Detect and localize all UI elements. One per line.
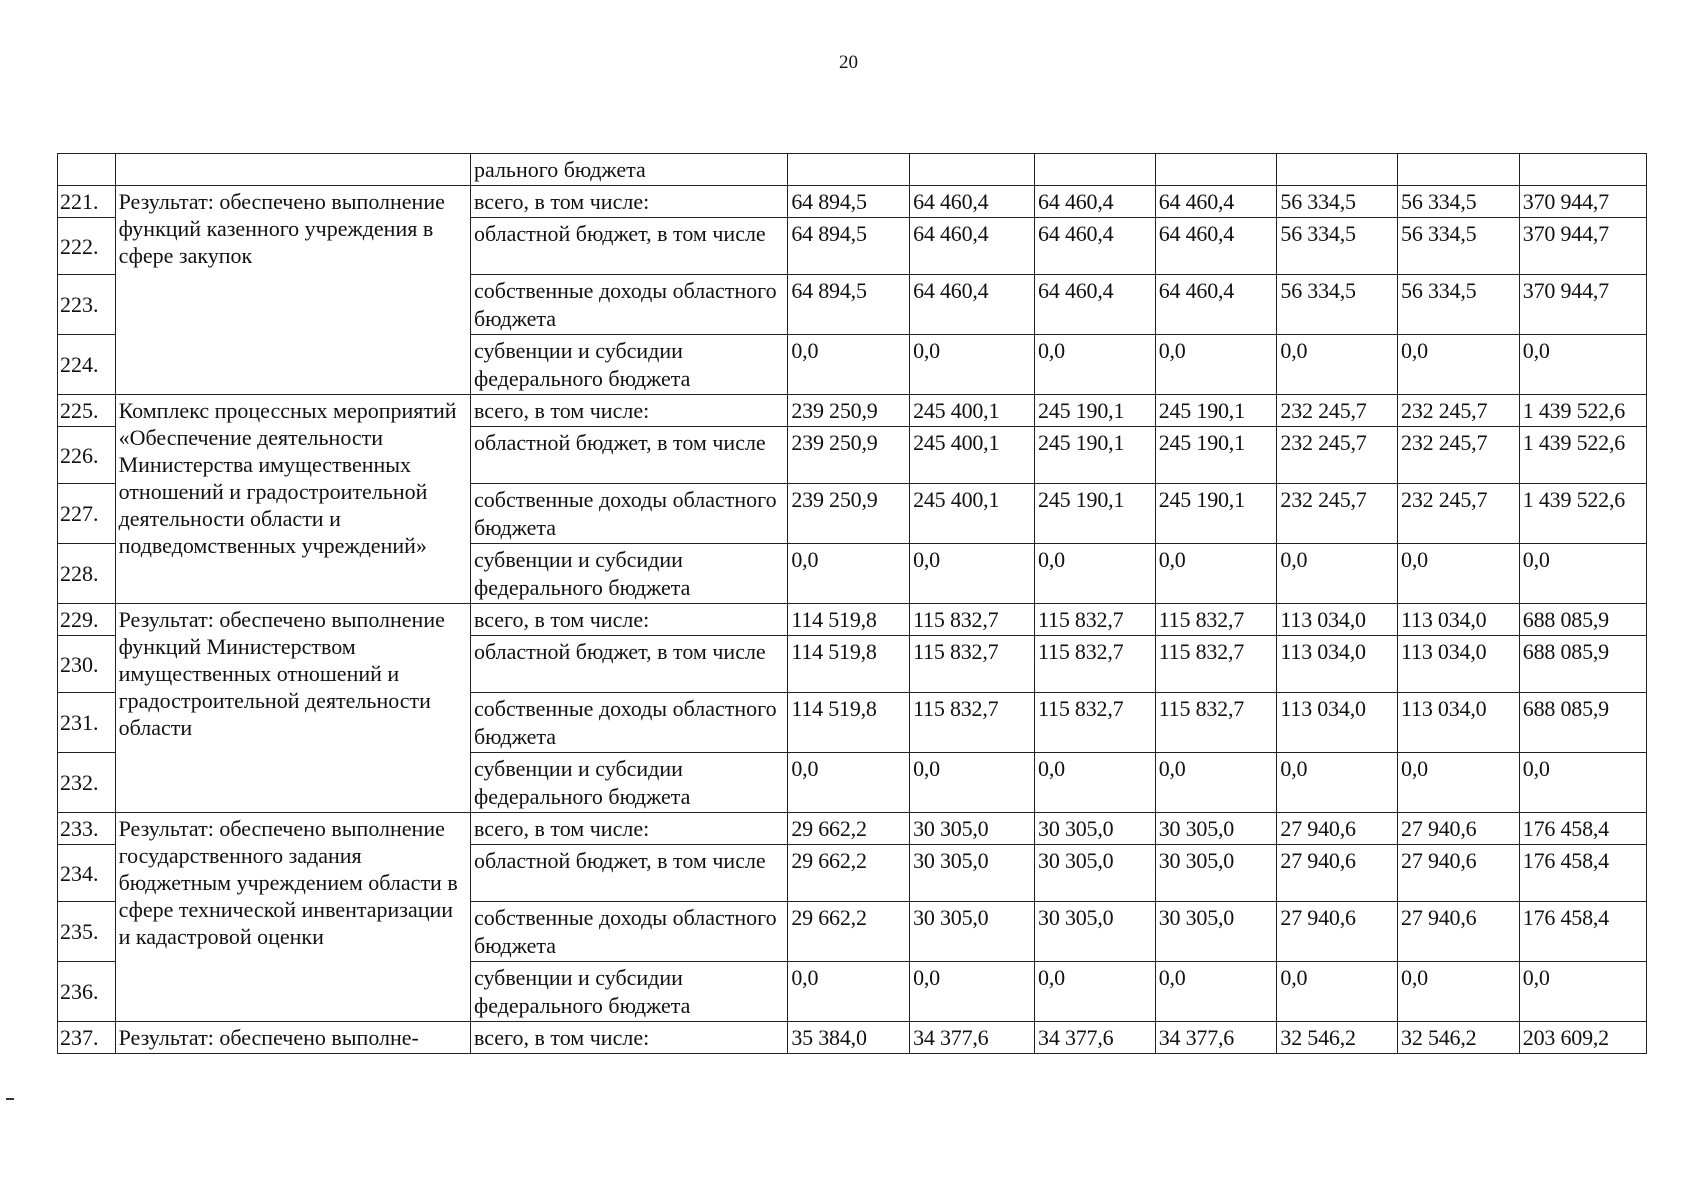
value-cell: 239 250,9 <box>788 395 910 427</box>
value-cell: 232 245,7 <box>1398 395 1520 427</box>
value-cell: 176 458,4 <box>1519 813 1646 845</box>
funding-type-cell: собственные доходы областного бюджета <box>470 275 787 335</box>
row-number-cell: 227. <box>58 484 116 544</box>
value-cell: 232 245,7 <box>1277 484 1398 544</box>
value-cell: 0,0 <box>1398 753 1520 813</box>
value-cell: 0,0 <box>1035 335 1156 395</box>
row-number-cell: 229. <box>58 604 116 636</box>
table-row <box>58 1022 1647 1054</box>
value-cell: 64 894,5 <box>788 218 910 275</box>
section-cell: Результат: обеспечено выполнение функций казенного учреждения в сфере закупок <box>115 186 470 395</box>
section-cell: Комплекс процессных мероприятий «Обеспечение деятельности Министерства имущественных отношений и градостроительной деятельности области и подведомственных учреждений» <box>115 395 470 604</box>
value-cell: 0,0 <box>1277 544 1398 604</box>
value-cell: 115 832,7 <box>910 693 1035 753</box>
value-cell: 0,0 <box>788 753 910 813</box>
value-cell: 30 305,0 <box>1155 813 1277 845</box>
row-number-cell: 226. <box>58 427 116 484</box>
value-cell: 0,0 <box>1519 962 1646 1022</box>
value-cell: 176 458,4 <box>1519 902 1646 962</box>
value-cell: 688 085,9 <box>1519 604 1646 636</box>
value-cell: 27 940,6 <box>1277 813 1398 845</box>
value-cell: 30 305,0 <box>910 902 1035 962</box>
value-cell: 245 190,1 <box>1155 395 1277 427</box>
value-cell: 32 546,2 <box>1277 1022 1398 1054</box>
funding-type-cell: всего, в том числе: <box>470 1022 787 1054</box>
value-cell: 232 245,7 <box>1398 484 1520 544</box>
value-cell <box>1155 154 1277 186</box>
margin-mark <box>6 1098 14 1100</box>
value-cell: 30 305,0 <box>910 813 1035 845</box>
funding-type-cell: рального бюджета <box>470 154 787 186</box>
value-cell: 245 190,1 <box>1155 484 1277 544</box>
value-cell: 0,0 <box>1035 962 1156 1022</box>
value-cell: 27 940,6 <box>1398 813 1520 845</box>
value-cell <box>1035 154 1156 186</box>
value-cell: 0,0 <box>1519 753 1646 813</box>
value-cell: 688 085,9 <box>1519 636 1646 693</box>
value-cell: 245 400,1 <box>910 395 1035 427</box>
funding-type-cell: областной бюджет, в том числе <box>470 218 787 275</box>
row-number-cell: 236. <box>58 962 116 1022</box>
funding-type-cell: субвенции и субсидии федерального бюджета <box>470 753 787 813</box>
table-row <box>58 186 1647 218</box>
funding-type-cell: всего, в том числе: <box>470 813 787 845</box>
value-cell: 113 034,0 <box>1398 636 1520 693</box>
row-number-cell: 237. <box>58 1022 116 1054</box>
value-cell: 114 519,8 <box>788 636 910 693</box>
value-cell: 370 944,7 <box>1519 218 1646 275</box>
value-cell: 0,0 <box>1155 335 1277 395</box>
value-cell: 64 894,5 <box>788 186 910 218</box>
row-number-cell: 225. <box>58 395 116 427</box>
value-cell: 30 305,0 <box>1035 902 1156 962</box>
value-cell <box>788 154 910 186</box>
value-cell: 0,0 <box>788 335 910 395</box>
value-cell: 32 546,2 <box>1398 1022 1520 1054</box>
value-cell: 0,0 <box>1519 335 1646 395</box>
value-cell: 64 894,5 <box>788 275 910 335</box>
value-cell: 0,0 <box>1035 544 1156 604</box>
value-cell: 35 384,0 <box>788 1022 910 1054</box>
value-cell: 0,0 <box>1155 962 1277 1022</box>
value-cell: 64 460,4 <box>910 275 1035 335</box>
value-cell: 0,0 <box>1398 544 1520 604</box>
table-row-continuation <box>58 154 1647 186</box>
table-body <box>58 154 1647 1054</box>
row-number-cell: 222. <box>58 218 116 275</box>
value-cell: 64 460,4 <box>910 186 1035 218</box>
section-cell <box>115 154 470 186</box>
value-cell: 0,0 <box>1277 335 1398 395</box>
value-cell: 203 609,2 <box>1519 1022 1646 1054</box>
value-cell: 0,0 <box>910 753 1035 813</box>
value-cell: 370 944,7 <box>1519 186 1646 218</box>
value-cell <box>1277 154 1398 186</box>
value-cell: 245 190,1 <box>1035 484 1156 544</box>
value-cell: 0,0 <box>910 962 1035 1022</box>
value-cell: 113 034,0 <box>1277 636 1398 693</box>
value-cell: 29 662,2 <box>788 813 910 845</box>
value-cell: 115 832,7 <box>1035 693 1156 753</box>
value-cell: 0,0 <box>788 544 910 604</box>
value-cell: 64 460,4 <box>1035 186 1156 218</box>
value-cell: 64 460,4 <box>1035 218 1156 275</box>
value-cell <box>910 154 1035 186</box>
value-cell: 34 377,6 <box>1035 1022 1156 1054</box>
funding-type-cell: всего, в том числе: <box>470 395 787 427</box>
value-cell: 0,0 <box>1277 962 1398 1022</box>
value-cell: 30 305,0 <box>1035 813 1156 845</box>
value-cell <box>1398 154 1520 186</box>
value-cell: 1 439 522,6 <box>1519 484 1646 544</box>
value-cell: 64 460,4 <box>1155 275 1277 335</box>
value-cell: 0,0 <box>1155 753 1277 813</box>
value-cell: 176 458,4 <box>1519 845 1646 902</box>
funding-type-cell: областной бюджет, в том числе <box>470 427 787 484</box>
value-cell: 1 439 522,6 <box>1519 395 1646 427</box>
value-cell: 56 334,5 <box>1277 186 1398 218</box>
value-cell: 0,0 <box>1277 753 1398 813</box>
table-row <box>58 813 1647 845</box>
value-cell: 0,0 <box>1519 544 1646 604</box>
funding-type-cell: собственные доходы областного бюджета <box>470 693 787 753</box>
value-cell: 114 519,8 <box>788 693 910 753</box>
value-cell: 113 034,0 <box>1398 693 1520 753</box>
value-cell: 115 832,7 <box>1155 636 1277 693</box>
value-cell: 115 832,7 <box>1155 693 1277 753</box>
value-cell: 239 250,9 <box>788 484 910 544</box>
value-cell: 239 250,9 <box>788 427 910 484</box>
value-cell: 0,0 <box>910 544 1035 604</box>
value-cell: 64 460,4 <box>1155 186 1277 218</box>
row-number-cell: 223. <box>58 275 116 335</box>
funding-type-cell: субвенции и субсидии федерального бюджета <box>470 962 787 1022</box>
value-cell: 34 377,6 <box>910 1022 1035 1054</box>
funding-type-cell: субвенции и субсидии федерального бюджета <box>470 335 787 395</box>
funding-type-cell: областной бюджет, в том числе <box>470 845 787 902</box>
value-cell: 30 305,0 <box>910 845 1035 902</box>
row-number-cell: 230. <box>58 636 116 693</box>
row-number-cell: 233. <box>58 813 116 845</box>
value-cell: 0,0 <box>1398 962 1520 1022</box>
value-cell: 56 334,5 <box>1398 186 1520 218</box>
value-cell: 113 034,0 <box>1398 604 1520 636</box>
value-cell: 113 034,0 <box>1277 693 1398 753</box>
value-cell: 688 085,9 <box>1519 693 1646 753</box>
value-cell: 232 245,7 <box>1277 427 1398 484</box>
value-cell: 30 305,0 <box>1155 902 1277 962</box>
value-cell: 64 460,4 <box>1155 218 1277 275</box>
value-cell: 27 940,6 <box>1398 845 1520 902</box>
value-cell: 56 334,5 <box>1398 218 1520 275</box>
value-cell: 34 377,6 <box>1155 1022 1277 1054</box>
section-cell: Результат: обеспечено выполнение государственного задания бюджетным учреждением области в сфере технической инвентаризации и кадастровой оценки <box>115 813 470 1022</box>
value-cell: 0,0 <box>910 335 1035 395</box>
funding-type-cell: областной бюджет, в том числе <box>470 636 787 693</box>
table-row <box>58 395 1647 427</box>
value-cell: 27 940,6 <box>1277 902 1398 962</box>
value-cell: 115 832,7 <box>910 604 1035 636</box>
value-cell: 370 944,7 <box>1519 275 1646 335</box>
value-cell: 0,0 <box>1035 753 1156 813</box>
row-number-cell: 232. <box>58 753 116 813</box>
value-cell: 29 662,2 <box>788 902 910 962</box>
funding-type-cell: всего, в том числе: <box>470 604 787 636</box>
value-cell: 29 662,2 <box>788 845 910 902</box>
value-cell: 27 940,6 <box>1277 845 1398 902</box>
value-cell: 1 439 522,6 <box>1519 427 1646 484</box>
value-cell <box>1519 154 1646 186</box>
budget-table <box>57 153 1647 1054</box>
page-number: 20 <box>839 52 858 73</box>
value-cell: 64 460,4 <box>1035 275 1156 335</box>
row-number-cell: 235. <box>58 902 116 962</box>
value-cell: 0,0 <box>1155 544 1277 604</box>
funding-type-cell: собственные доходы областного бюджета <box>470 484 787 544</box>
value-cell: 245 400,1 <box>910 427 1035 484</box>
value-cell: 56 334,5 <box>1277 275 1398 335</box>
table-row <box>58 604 1647 636</box>
value-cell: 56 334,5 <box>1277 218 1398 275</box>
value-cell: 30 305,0 <box>1035 845 1156 902</box>
value-cell: 115 832,7 <box>1035 604 1156 636</box>
row-number-cell: 231. <box>58 693 116 753</box>
value-cell: 64 460,4 <box>910 218 1035 275</box>
funding-type-cell: собственные доходы областного бюджета <box>470 902 787 962</box>
value-cell: 115 832,7 <box>910 636 1035 693</box>
value-cell: 245 190,1 <box>1035 395 1156 427</box>
row-number-cell <box>58 154 116 186</box>
section-cell: Результат: обеспечено выполне- <box>115 1022 470 1054</box>
value-cell: 0,0 <box>788 962 910 1022</box>
row-number-cell: 224. <box>58 335 116 395</box>
value-cell: 27 940,6 <box>1398 902 1520 962</box>
row-number-cell: 234. <box>58 845 116 902</box>
row-number-cell: 221. <box>58 186 116 218</box>
value-cell: 0,0 <box>1398 335 1520 395</box>
value-cell: 245 190,1 <box>1035 427 1156 484</box>
value-cell: 113 034,0 <box>1277 604 1398 636</box>
funding-type-cell: субвенции и субсидии федерального бюджета <box>470 544 787 604</box>
value-cell: 232 245,7 <box>1398 427 1520 484</box>
section-cell: Результат: обеспечено выполнение функций Министерством имущественных отношений и градостроительной деятельности области <box>115 604 470 813</box>
funding-type-cell: всего, в том числе: <box>470 186 787 218</box>
value-cell: 114 519,8 <box>788 604 910 636</box>
value-cell: 115 832,7 <box>1035 636 1156 693</box>
value-cell: 245 400,1 <box>910 484 1035 544</box>
value-cell: 30 305,0 <box>1155 845 1277 902</box>
row-number-cell: 228. <box>58 544 116 604</box>
value-cell: 115 832,7 <box>1155 604 1277 636</box>
value-cell: 232 245,7 <box>1277 395 1398 427</box>
value-cell: 56 334,5 <box>1398 275 1520 335</box>
value-cell: 245 190,1 <box>1155 427 1277 484</box>
